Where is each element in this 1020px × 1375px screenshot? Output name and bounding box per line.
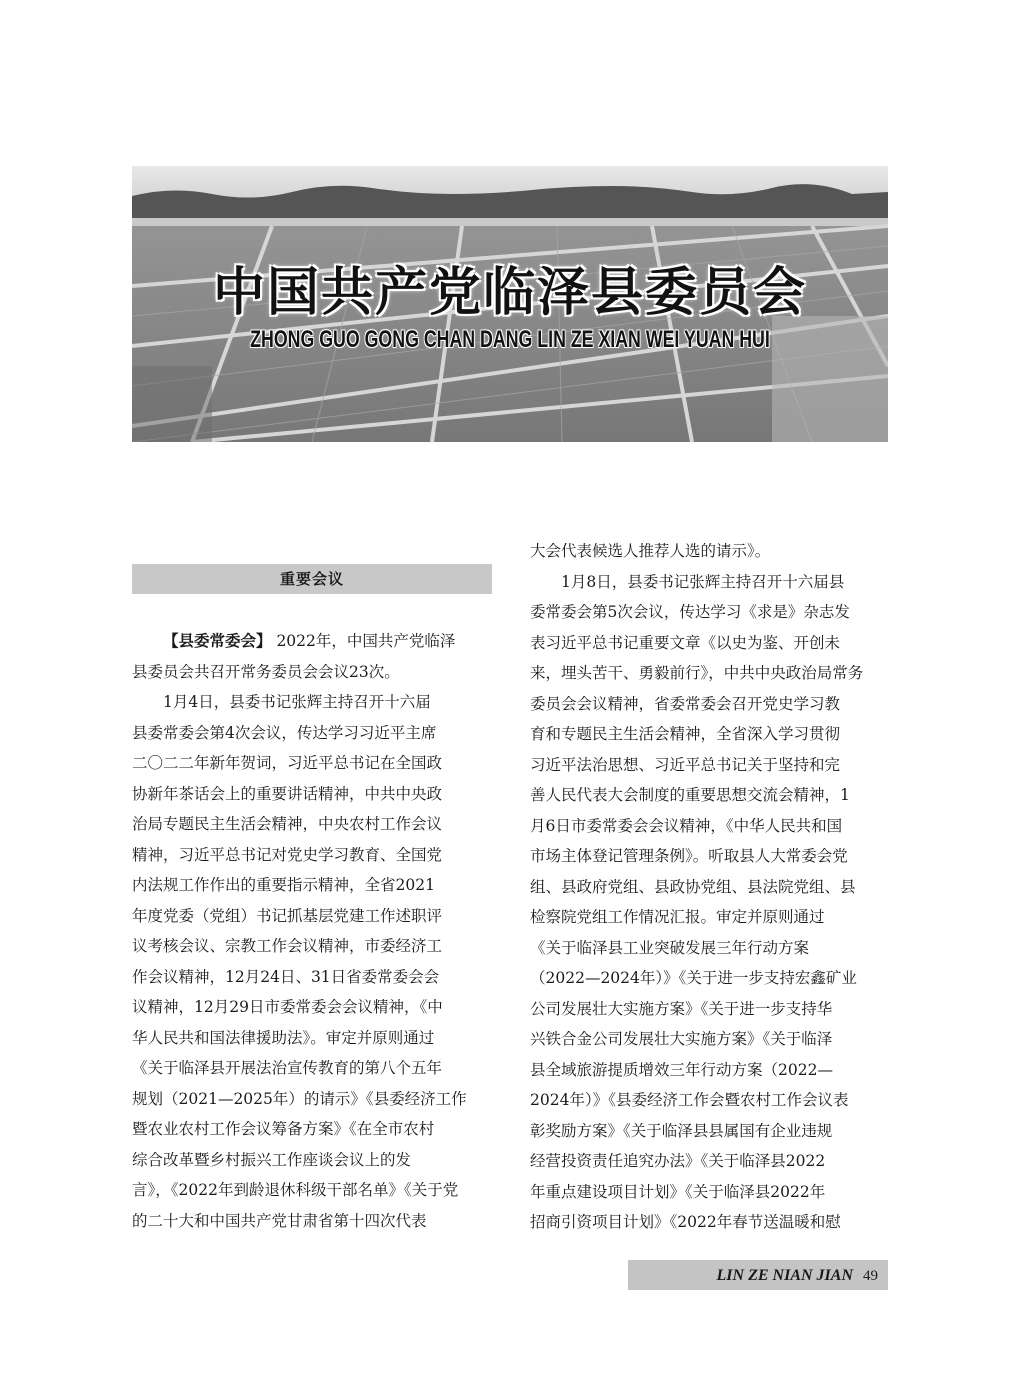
- paragraph-line: 1月8日，县委书记张辉主持召开十六届县: [561, 572, 845, 591]
- paragraph-line: 县全域旅游提质增效三年行动方案（2022—: [530, 1060, 833, 1079]
- paragraph-line: 《关于临泽县工业突破发展三年行动方案: [530, 938, 810, 957]
- paragraph-line: 综合改革暨乡村振兴工作座谈会议上的发: [132, 1150, 412, 1169]
- paragraph-line: 作会议精神，12月24日、31日省委常委会会: [132, 967, 440, 986]
- page-footer: [628, 1260, 888, 1290]
- paragraph-line: 公司发展壮大实施方案》《关于进一步支持华: [530, 999, 833, 1018]
- paragraph-line: （2022—2024年）》《关于进一步支持宏鑫矿业: [530, 969, 857, 987]
- paragraph-line: 暨农业农村工作会议筹备方案》《在全市农村: [132, 1120, 435, 1138]
- paragraph-line: 2024年）》《县委经济工作会暨农村工作会议表: [530, 1091, 849, 1109]
- paragraph-line: 治局专题民主生活会精神，中央农村工作会议: [132, 815, 443, 833]
- paragraph-line: 招商引资项目计划》《2022年春节送温暖和慰: [530, 1213, 841, 1231]
- section-heading: 重要会议: [132, 564, 492, 594]
- paragraph-line: 委常委会第5次会议，传达学习《求是》杂志发: [530, 603, 850, 621]
- paragraph-line: 大会代表候选人推荐人选的请示》。: [530, 542, 771, 560]
- entry-tag: 【县委常委会】: [163, 632, 272, 650]
- paragraph-line: 议精神，12月29日市委常委会会议精神，《中: [132, 998, 443, 1016]
- left-column: [132, 626, 494, 1236]
- paragraph-line: 《关于临泽县开展法治宣传教育的第八个五年: [132, 1059, 443, 1077]
- paragraph-line: 来，埋头苦干、勇毅前行》，中共中央政治局常务: [530, 664, 864, 682]
- banner-photo: [132, 166, 888, 442]
- paragraph-line: 言》，《2022年到龄退休科级干部名单》《关于党: [132, 1181, 459, 1199]
- paragraph-line: 协新年茶话会上的重要讲话精神，中共中央政: [132, 784, 443, 803]
- paragraph-line: 善人民代表大会制度的重要思想交流会精神，1: [530, 786, 850, 804]
- paragraph-line: 组、县政府党组、县政协党组、县法院党组、县: [530, 877, 856, 896]
- paragraph-line: 经营投资责任追究办法》《关于临泽县2022: [530, 1152, 826, 1170]
- paragraph-line: 1月4日，县委书记张辉主持召开十六届: [163, 693, 431, 711]
- right-column: [530, 536, 892, 1238]
- paragraph-line: 彰奖励方案》《关于临泽县县属国有企业违规: [530, 1121, 833, 1140]
- paragraph-line: 检察院党组工作情况汇报。审定并原则通过: [530, 908, 825, 926]
- paragraph-line: 县委常委会第4次会议，传达学习习近平主席: [132, 723, 437, 742]
- paragraph-line: 习近平法治思想、习近平总书记关于坚持和完: [530, 755, 841, 774]
- text-line: 【县委常委会】 2022年，中国共产党临泽: [163, 632, 456, 650]
- page-number: 49: [863, 1268, 878, 1284]
- paragraph-line: [132, 626, 494, 657]
- paragraph-line: 华人民共和国法律援助法》。审定并原则通过: [132, 1028, 435, 1047]
- paragraph-line: 育和专题民主生活会精神，全省深入学习贯彻: [530, 725, 841, 743]
- paragraph-line: 议考核会议、宗教工作会议精神，市委经济工: [132, 937, 443, 955]
- banner-subtitle: ZHONG GUO GONG CHAN DANG LIN ZE XIAN WEI YUAN HUI: [250, 326, 770, 353]
- paragraph-line: 委员会会议精神，省委常委会召开党史学习教: [530, 694, 841, 713]
- banner-title: 中国共产党临泽县委员会: [212, 263, 807, 323]
- paragraph-line: 精神，习近平总书记对党史学习教育、全国党: [132, 845, 443, 864]
- paragraph-line: 月6日市委常委会会议精神，《中华人民共和国: [530, 816, 843, 835]
- paragraph-line: 兴铁合金公司发展壮大实施方案》《关于临泽: [530, 1030, 833, 1048]
- paragraph-line: 内法规工作作出的重要指示精神，全省2021: [132, 876, 435, 894]
- paragraph-line: 二〇二二年新年贺词，习近平总书记在全国政: [132, 754, 443, 772]
- paragraph-line: 规划（2021—2025年）的请示》《县委经济工作: [132, 1089, 467, 1108]
- paragraph-line: 年度党委（党组）书记抓基层党建工作述职评: [132, 906, 443, 925]
- paragraph-line: 表习近平总书记重要文章《以史为鉴、开创未: [530, 633, 841, 652]
- paragraph-line: 县委员会共召开常务委员会会议23次。: [132, 662, 400, 681]
- footer-title: LIN ZE NIAN JIAN: [716, 1267, 853, 1284]
- paragraph-line: 市场主体登记管理条例》。听取县人大常委会党: [530, 847, 848, 865]
- paragraph-line: 年重点建设项目计划》《关于临泽县2022年: [530, 1182, 826, 1201]
- paragraph-line: 的二十大和中国共产党甘肃省第十四次代表: [132, 1211, 427, 1230]
